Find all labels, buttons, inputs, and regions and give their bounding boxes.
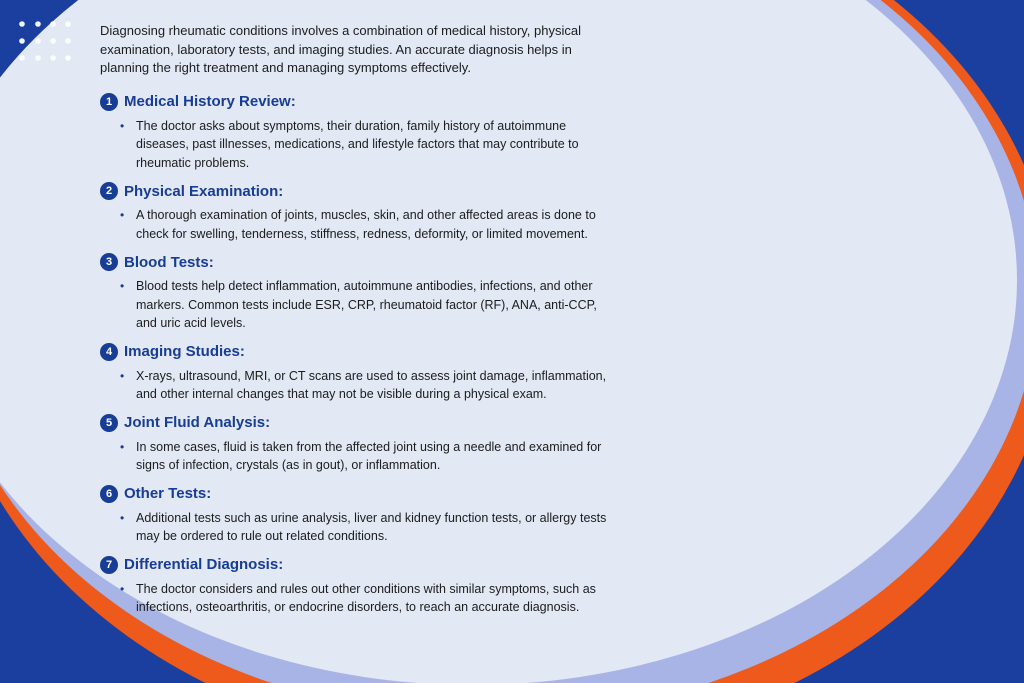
bullet-text: In some cases, fluid is taken from the affected joint using a needle and examined for signs of infection, crystals (as in gout), or inflammation. [136,439,602,472]
number-badge: 7 [100,556,118,574]
bullet-text: Additional tests such as urine analysis, liver and kidney function tests, or allergy tests may be ordered to rule out related conditions. [136,510,607,543]
bullet-item [100,438,620,475]
bullet-text: X-rays, ultrasound, MRI, or CT scans are used to assess joint damage, inflammation, and other internal changes that may not be visible during a physical exam. [136,368,607,401]
bullet-item [100,580,620,617]
bullet-text: The doctor asks about symptoms, their duration, family history of autoimmune diseases, past illnesses, medications, and lifestyle factors that may contribute to rheumatic problems. [136,118,579,170]
section-title: Imaging Studies: [124,343,245,360]
number-badge: 5 [100,414,118,432]
number-badge: 3 [100,253,118,271]
bullet-icon: • [120,439,125,454]
bullet-item [100,206,620,243]
bullet-icon: • [120,279,125,293]
section-heading [100,92,620,112]
section-heading [100,181,620,201]
number-badge: 2 [100,182,118,200]
section-title: Physical Examination: [124,182,284,200]
section-title: Medical History Review: [124,93,296,110]
bullet-item [100,367,620,404]
section-title: Other Tests: [124,485,212,502]
section-joint-fluid-analysis [100,413,620,475]
section-physical-examination [100,181,620,243]
intro-paragraph: Diagnosing rheumatic conditions involves a combination of medical history, physical examination, laboratory tests, and imaging studies. An accurate diagnosis helps in planning the right treatment and managing symptoms effectively. [100,23,581,75]
section-heading [100,555,620,575]
section-blood-tests [100,252,620,333]
number-badge: 4 [100,343,118,361]
bullet-icon: • [120,368,125,383]
section-heading [100,342,620,362]
section-other-tests [100,484,620,546]
bullet-text: A thorough examination of joints, muscles, skin, and other affected areas is done to check for swelling, tenderness, stiffness, redness, deformity, or limited movement. [136,208,596,241]
section-medical-history [100,92,620,173]
bullet-text: The doctor considers and rules out other conditions with similar symptoms, such as infections, osteoarthritis, or endocrine disorders, to reach an accurate diagnosis. [136,581,596,614]
section-title: Blood Tests: [124,253,214,271]
section-heading [100,413,620,433]
section-title: Differential Diagnosis: [124,556,284,573]
article-content [100,22,620,626]
section-heading [100,252,620,272]
bullet-icon: • [120,581,125,596]
section-title: Joint Fluid Analysis: [124,414,271,431]
bullet-text: Blood tests help detect inflammation, autoimmune antibodies, infections, and other markers. Common tests include ESR, CRP, rheumatoid factor (RF), ANA, anti-CCP, and uric acid levels. [136,279,597,330]
section-heading [100,484,620,504]
bullet-icon: • [120,510,125,525]
bullet-icon: • [120,208,125,222]
bullet-icon: • [120,118,125,133]
section-differential-diagnosis [100,555,620,617]
bullet-item [100,277,620,333]
bullet-item [100,117,620,173]
number-badge: 6 [100,485,118,503]
section-imaging-studies [100,342,620,404]
bullet-item [100,509,620,546]
number-badge: 1 [100,93,118,111]
